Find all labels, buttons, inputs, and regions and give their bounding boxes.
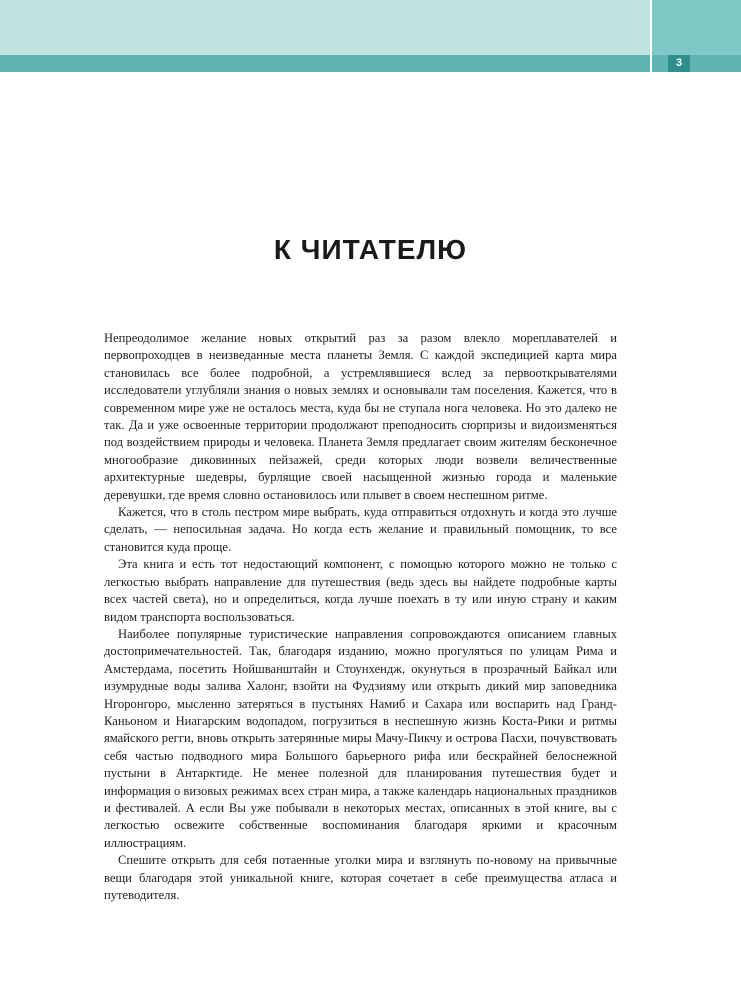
paragraph-choice: Кажется, что в столь пестром мире выбрать, куда отправиться отдохнуть и когда это лучше сделать, — непосильная задача. Но когда есть желание и правильный помощник, то все становится куда проще. bbox=[104, 505, 617, 554]
header-corner-light bbox=[652, 0, 741, 55]
page-title: К ЧИТАТЕЛЮ bbox=[273, 234, 468, 265]
header-band-light bbox=[0, 0, 650, 55]
page-number: 3 bbox=[668, 55, 690, 72]
body-text bbox=[104, 330, 617, 904]
header-corner-dark bbox=[652, 55, 741, 72]
header-band bbox=[0, 0, 741, 76]
paragraph-book-purpose: Эта книга и есть тот недостающий компонент, с помощью которого можно не только с легкостью выбрать направление для путешествия (ведь здесь вы найдете подробные карты всех частей света), но и определиться, когда лучше поехать в ту или иную страну и каким видом транспорта воспользоваться. bbox=[104, 557, 617, 624]
paragraph-closing: Спешите открыть для себя потаенные уголки мира и взглянуть по-новому на привычные вещи благодаря этой уникальной книге, которая сочетает в себе преимущества атласа и путеводителя. bbox=[104, 853, 617, 902]
paragraph-destinations: Наиболее популярные туристические направления сопровождаются описанием главных достопримечательностей. Так, благодаря изданию, можно прогуляться по улицам Рима и Амстердама, посетить Нойшванштайн и Стоунхендж, окунуться в прозрачный Байкал или изумрудные воды залива Халонг, взойти на Фудзияму или открыть дикий мир заповедника Нгоронгоро, мысленно затеряться в пустынях Намиб и Сахара или воспарить над Гранд-Каньоном и Ниагарским водопадом, погрузиться в неспешную жизнь Коста-Рики и ритмы ямайского регги, вновь открыть затерянные миры Мачу-Пикчу и острова Пасхи, почувствовать себя частью подводного мира Большого барьерного рифа или бескрайней белоснежной пустыни в Антарктиде. Не менее полезной для планирования путешествия будет и информация о визовых режимах всех стран мира, а также календарь национальных праздников и фестивалей. А если Вы уже побывали в некоторых местах, описанных в этой книге, вы с легкостью освежите собственные воспоминания благодаря яркими и красочным иллюстрациям. bbox=[104, 626, 617, 850]
header-band-dark bbox=[0, 55, 650, 72]
paragraph-intro: Непреодолимое желание новых открытий раз за разом влекло мореплавателей и первопроходцев в неизведанные места планеты Земля. С каждой экспедицией карта мира становилась все более подробной, а устремлявшиеся вслед за первооткрывателями исследователи углубляли знания о новых землях и основывали там поселения. Кажется, что в современном мире уже не осталось места, куда бы не ступала нога человека. Но это далеко не так. Да и уже освоенные территории продолжают преподносить сюрпризы и видоизменяться под воздействием природы и человека. Планета Земля предлагает своим жителям бесконечное многообразие диковинных пейзажей, среди которых люди возвели величественные архитектурные шедевры, бурлящие своей насыщенной жизнью города и маленькие деревушки, где время словно остановилось или плывет в своем неспешном ритме. bbox=[104, 331, 617, 502]
